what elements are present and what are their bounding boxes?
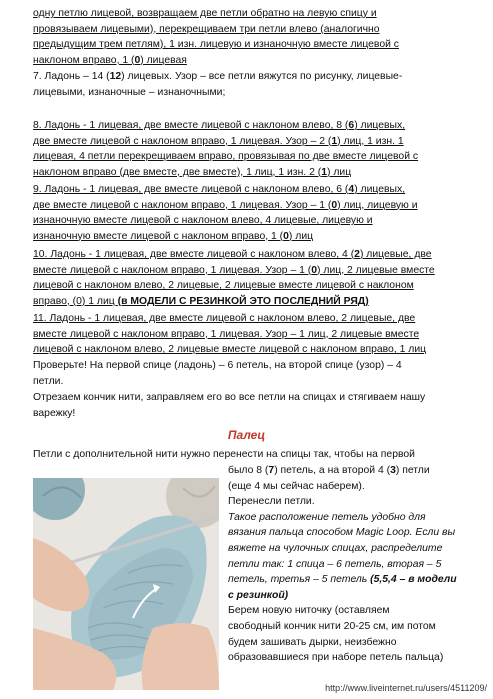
paragraph-row-10	[33, 247, 463, 309]
text-line: Перенесли петли.	[228, 496, 315, 508]
text-line: изнаночную вместе лицевой с наклоном влево, 4 лицевые, лицевую и	[33, 215, 373, 227]
text-line: Петли с дополнительной нити нужно перенести на спицы так, чтобы на первой	[33, 449, 415, 460]
text-line: (еще 4 мы сейчас наберем).	[228, 480, 365, 492]
paragraph-row-7	[33, 69, 463, 100]
text-line: 11. Ладонь - 1 лицевая, две вместе лицевой с наклоном влево, 2 лицевые, две	[33, 313, 416, 324]
section-title: Палец	[227, 428, 266, 442]
text-line: варежку!	[33, 407, 76, 419]
paragraph-intro	[33, 6, 463, 68]
text-line: вместе лицевой с наклоном вправо, 1 лицевая. Узор – 1 лиц, 2 лицевые вместе	[33, 328, 420, 340]
footer-url: http://www.liveinternet.ru/users/4511209/	[325, 683, 487, 693]
text-line: 9. Ладонь - 1 лицевая, две вместе лицевой с наклоном влево, 6 (4) лицевых,	[33, 184, 406, 195]
text-line: петли.	[33, 375, 64, 387]
text-line: Отрезаем кончик нити, заправляем его во все петли на спицах и стягиваем нашу	[33, 392, 426, 403]
text-line: изнаночную вместе лицевой с наклоном вправо, 1 (0) лиц	[33, 230, 314, 242]
text-line: лицевой с наклоном влево, 2 лицевые вместе лицевой с наклоном вправо, 1 лиц	[33, 344, 427, 356]
paragraph-check	[33, 358, 463, 389]
text-line: две вместе лицевой с наклоном вправо, 1 лицевая. Узор – 1 (0) лиц, лицевую и	[33, 199, 418, 211]
text-line: Такое расположение петель удобно для	[228, 511, 426, 523]
paragraph-row-8	[33, 118, 463, 180]
text-line: провязываем лицевыми), перекрещиваем три петли влево (аналогично	[33, 23, 380, 35]
text-line: свободный кончик нити 20-25 см, им потом	[228, 620, 436, 632]
text-line: вязания пальца способом Magic Loop. Если вы	[228, 527, 456, 539]
text-line: было 8 (7) петель, а на второй 4 (3) петли	[228, 465, 430, 476]
knitting-photo-image	[33, 478, 219, 690]
text-line: лицевой с наклоном влево, 2 лицевые, 2 лицевые вместе лицевой с наклоном	[33, 280, 414, 292]
text-line: наклоном вправо (две вместе, две вместе), 1 лиц, 1 изн. 2 (1) лиц	[33, 166, 352, 178]
text-line: две вместе лицевой с наклоном вправо, 1 лицевая. Узор – 2 (1) лиц, 1 изн. 1	[33, 135, 404, 147]
text-line: лицевыми, изнаночные – изнаночными;	[33, 86, 226, 98]
text-line: предыдущим трем петлям), 1 изн. лицевую и изнаночную вместе лицевой с	[33, 39, 399, 51]
knitting-photo	[33, 478, 219, 690]
text-line: Берем новую ниточку (оставляем	[228, 605, 390, 617]
text-line: вяжете на чулочных спицах, распределите	[228, 542, 443, 554]
text-line: лицевая, 4 петли перекрещиваем вправо, провязывая по две вместе лицевой с	[33, 151, 419, 163]
paragraph-finger-intro	[33, 447, 463, 463]
text-line: с резинкой)	[228, 589, 289, 601]
text-line: вправо, (0) 1 лиц (в МОДЕЛИ С РЕЗИНКОЙ ЭТО ПОСЛЕДНИЙ РЯД)	[33, 295, 369, 307]
text-line: петли так: 1 спица – 6 петель, вторая – 5	[228, 558, 442, 570]
text-line: Проверьте! На первой спице (ладонь) – 6 петель, на второй спице (узор) – 4	[33, 360, 402, 371]
text-line: 8. Ладонь - 1 лицевая, две вместе лицевой с наклоном влево, 8 (6) лицевых,	[33, 120, 406, 131]
text-line: будем зашивать дырки, неизбежно	[228, 636, 397, 648]
paragraph-row-9	[33, 182, 463, 244]
text-line: вместе лицевой с наклоном вправо, 1 лицевая. Узор – 1 (0) лиц, 2 лицевые вместе	[33, 264, 435, 276]
text-line: одну петлю лицевой, возвращаем две петли обратно на левую спицу и	[33, 8, 377, 19]
text-line: 7. Ладонь – 14 (12) лицевых. Узор – все петли вяжутся по рисунку, лицевые-	[33, 71, 403, 82]
text-line: наклоном вправо, 1 (0) лицевая	[33, 54, 187, 66]
paragraph-cut	[33, 390, 463, 421]
text-line: петель, третья – 5 петель (5,5,4 – в модели	[228, 574, 457, 586]
paragraph-row-11	[33, 311, 463, 358]
text-line: 10. Ладонь - 1 лицевая, две вместе лицевой с наклоном влево, 4 (2) лицевые, две	[33, 249, 432, 260]
text-line: образовавшиеся при наборе петель пальца)	[228, 652, 444, 664]
finger-instructions	[228, 463, 468, 666]
